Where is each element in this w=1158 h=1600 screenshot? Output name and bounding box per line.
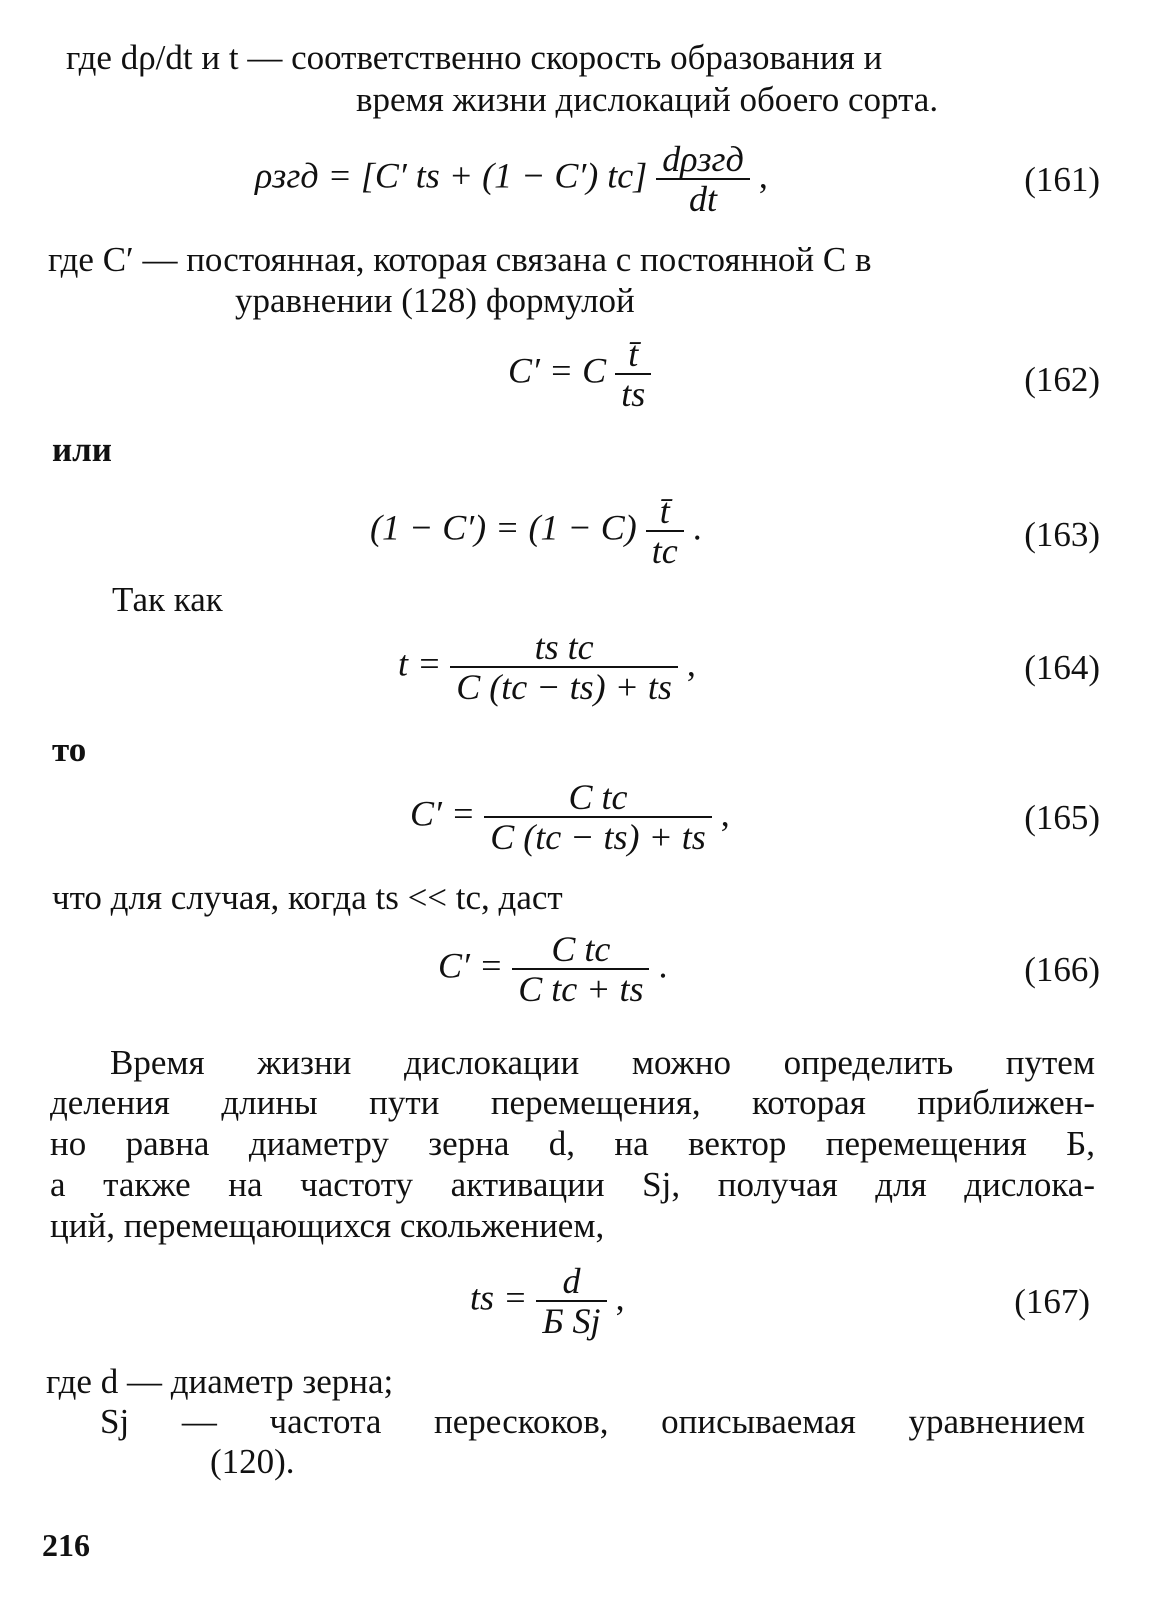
eq165-numerator: C tc	[568, 777, 628, 817]
eq165-number: (165)	[1024, 798, 1100, 837]
eq164-lhs: t =	[398, 643, 442, 684]
eq167-fraction	[536, 1262, 606, 1340]
text-line-1: где dρ/dt и t — соответственно скорость образования и	[66, 38, 883, 77]
where-line-2: Sj — частота перескоков, описываемая уравнением	[100, 1402, 1085, 1441]
equation-165	[410, 778, 730, 856]
eq163-tail: .	[692, 507, 702, 548]
eq166-number: (166)	[1024, 950, 1100, 989]
paragraph-line-5: ций, перемещающихся скольжением,	[50, 1206, 605, 1245]
text-line-7: то	[52, 730, 87, 769]
eq162-numerator: t̄	[628, 334, 639, 374]
eq167-numerator: d	[562, 1261, 581, 1301]
eq163-fraction	[646, 492, 684, 570]
eq166-denominator: C tc + ts	[512, 968, 649, 1008]
eq163-denominator: tc	[646, 530, 684, 570]
text-line-3: где C′ — постоянная, которая связана с постоянной C в	[48, 240, 872, 279]
equation-166	[438, 930, 667, 1008]
text-line-4: уравнении (128) формулой	[235, 281, 635, 320]
eq167-tail: ,	[615, 1277, 625, 1318]
eq162-lhs: C′ = C	[508, 350, 607, 391]
eq165-tail: ,	[720, 793, 730, 834]
where-line-1: где d — диаметр зерна;	[46, 1362, 394, 1401]
eq163-number: (163)	[1024, 515, 1100, 554]
equation-164	[398, 628, 696, 706]
eq164-numerator: ts tc	[534, 627, 594, 667]
eq161-body: = [C′ ts + (1 − C′) tc]	[327, 155, 648, 196]
eq166-fraction	[512, 930, 649, 1008]
eq161-numerator: dρзгд	[662, 139, 744, 179]
eq164-number: (164)	[1024, 648, 1100, 687]
paragraph-line-3: но равна диаметру зерна d, на вектор перемещения Б,	[50, 1124, 1095, 1163]
eq161-denominator: dt	[656, 178, 750, 218]
paragraph-line-4: а также на частоту активации Sj, получая для дислока-	[50, 1165, 1095, 1204]
eq163-lhs: (1 − C′) = (1 − C)	[370, 507, 637, 548]
page-number: 216	[42, 1527, 90, 1563]
equation-163	[370, 492, 702, 570]
eq161-number: (161)	[1024, 160, 1100, 199]
eq162-number: (162)	[1024, 360, 1100, 399]
eq162-denominator: ts	[615, 373, 651, 413]
text-line-2: время жизни дислокаций обоего сорта.	[356, 80, 939, 119]
eq165-denominator: C (tc − ts) + ts	[484, 816, 712, 856]
eq167-denominator: Б Sj	[536, 1300, 606, 1340]
eq166-lhs: C′ =	[438, 945, 504, 986]
paragraph-line-2: деления длины пути перемещения, которая приближен-	[50, 1083, 1095, 1122]
equation-167	[470, 1262, 625, 1340]
eq163-numerator: t̄	[659, 491, 670, 531]
eq165-fraction	[484, 778, 712, 856]
eq166-numerator: C tc	[551, 929, 611, 969]
paragraph-line-1: Время жизни дислокации можно определить путем	[110, 1043, 1095, 1082]
eq162-fraction	[615, 335, 651, 413]
eq167-lhs: ts =	[470, 1277, 528, 1318]
equation-161	[255, 140, 768, 218]
eq161-fraction	[656, 140, 750, 218]
eq166-tail: .	[658, 945, 668, 986]
text-line-5: или	[52, 430, 112, 469]
text-line-8: что для случая, когда ts << tc, даст	[52, 878, 563, 917]
eq164-denominator: C (tc − ts) + ts	[450, 666, 678, 706]
eq165-lhs: C′ =	[410, 793, 476, 834]
where-line-3: (120).	[210, 1442, 295, 1481]
eq164-tail: ,	[686, 643, 696, 684]
text-line-6: Так как	[112, 580, 223, 619]
eq167-number: (167)	[1014, 1282, 1090, 1321]
eq161-lhs: ρзгд	[255, 155, 319, 196]
eq161-tail: ,	[758, 155, 768, 196]
equation-162	[508, 335, 651, 413]
eq164-fraction	[450, 628, 678, 706]
